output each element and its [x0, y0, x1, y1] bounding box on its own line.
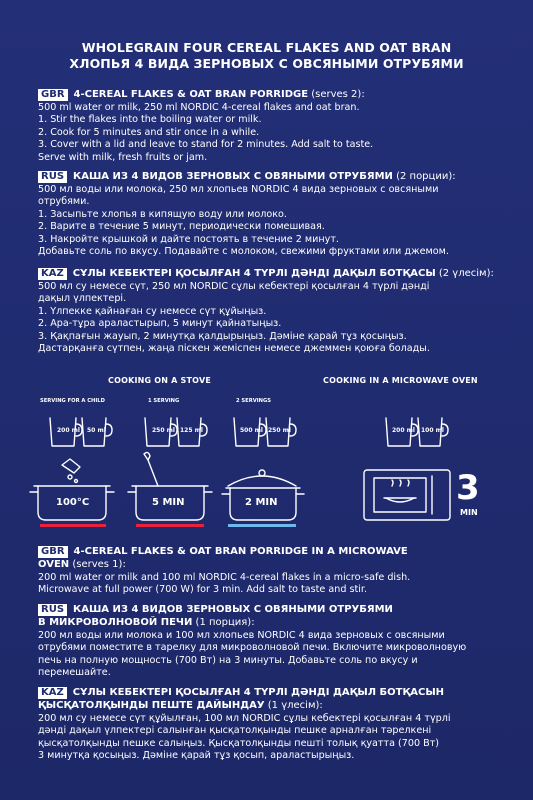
instruction-line: отрубями. — [38, 196, 90, 208]
gbr-microwave-section — [38, 545, 503, 597]
kaz-stove-section — [38, 267, 503, 355]
instruction-line: 500 ml water or milk, 250 ml NORDIC 4-cereal flakes and oat bran. — [38, 102, 360, 113]
microwave-icon — [364, 470, 450, 520]
pot-time-label: 2 MIN — [245, 497, 278, 508]
microwave-title: COOKING IN A MICROWAVE OVEN — [323, 376, 478, 385]
serving-one-label: 1 SERVING — [148, 398, 180, 404]
instruction-line: Добавьте соль по вкусу. Подавайте с молоком, свежими фруктами или джемом. — [38, 246, 449, 258]
kaz-stove-heading: KAZ СҰЛЫ КЕБЕКТЕРІ ҚОСЫЛҒАН 4 ТҮРЛІ ДӘНДІ ДАҚЫЛ БОТҚАСЫ (2 үлесім): — [38, 267, 503, 280]
pot-temp-label: 100°C — [56, 497, 90, 508]
rus-microwave-heading: RUS КАША ИЗ 4 ВИДОВ ЗЕРНОВЫХ С ОВЯНЫМИ ОТРУБЯМИ В МИКРОВОЛНОВОЙ ПЕЧИ (1 порция): — [38, 604, 393, 628]
instruction-line: отрубями поместите в тарелку для микроволновой печи. Включите микроволновую — [38, 642, 467, 654]
cup-label: 100 ml — [421, 427, 444, 434]
instruction-line: 200 мл су немесе сүт құйылған, 100 мл NORDIC сұлы кебектері қосылған 4 түрлі — [38, 713, 451, 724]
gbr-stove-heading: GBR 4-CEREAL FLAKES & OAT BRAN PORRIDGE (serves 2): — [38, 88, 503, 101]
cup-label: 200 ml — [57, 427, 80, 434]
pot-stirring-icon — [128, 452, 212, 520]
cup-label: 250 ml — [152, 427, 175, 434]
instruction-line: 1. Stir the flakes into the boiling water or milk. — [38, 114, 262, 126]
title-english: WHOLEGRAIN FOUR CEREAL FLAKES AND OAT BRAN — [81, 40, 452, 55]
gbr-stove-section — [38, 88, 503, 164]
cup-label: 250 ml — [268, 427, 291, 434]
heat-high-bar — [136, 524, 204, 527]
stove-title: COOKING ON A STOVE — [108, 376, 212, 385]
gbr-tag: GBR — [38, 89, 68, 101]
instruction-line: 3. Cover with a lid and leave to stand for 2 minutes. Add salt to taste. — [38, 139, 374, 151]
microwave-time-number: 3 — [456, 468, 480, 508]
instruction-line: 200 мл воды или молока и 100 мл хлопьев NORDIC 4 вида зерновых с овсяными — [38, 630, 445, 641]
kaz-microwave-heading: KAZ СҰЛЫ КЕБЕКТЕРІ ҚОСЫЛҒАН 4 ТҮРЛІ ДӘНДІ ДАҚЫЛ БОТҚАСЫН ҚЫСҚАТОЛҚЫНДЫ ПЕШТЕ ДАЙЫНДАУ (1 үлесім): — [38, 687, 445, 711]
kaz-microwave-section — [38, 686, 503, 763]
product-title — [10, 40, 523, 72]
cooking-illustrations — [0, 370, 533, 540]
rus-tag: RUS — [38, 171, 67, 183]
cup-label: 125 ml — [180, 427, 203, 434]
instruction-line: 2. Cook for 5 minutes and stir once in a while. — [38, 126, 260, 138]
instruction-line: 3. Қақпағын жауып, 2 минутқа қалдырыңыз. Дәміне қарай тұз қосыңыз. — [38, 330, 407, 342]
serving-two-label: 2 SERVINGS — [236, 398, 271, 404]
microwave-time-unit: MIN — [460, 508, 478, 517]
rus-stove-section — [38, 170, 503, 258]
instruction-line: печь на полную мощность (700 Вт) на 3 минуты. Добавьте соль по вкусу и — [38, 654, 418, 666]
cup-label: 500 ml — [240, 427, 263, 434]
pot-time-label: 5 MIN — [152, 497, 185, 508]
instruction-line: Serve with milk, fresh fruits or jam. — [38, 151, 208, 163]
instruction-line: 2. Ара-тұра араластырып, 5 минут қайнатыңыз. — [38, 318, 282, 330]
kaz-tag: KAZ — [38, 687, 67, 699]
kaz-tag: KAZ — [38, 268, 67, 280]
rus-tag: RUS — [38, 604, 67, 616]
instruction-line: Microwave at full power (700 W) for 3 min. Add salt to taste and stir. — [38, 584, 368, 596]
instruction-line: 500 мл су немесе сүт, 250 мл NORDIC сұлы кебектері қосылған 4 түрлі дәнді — [38, 281, 430, 292]
gbr-microwave-heading: GBR 4-CEREAL FLAKES & OAT BRAN PORRIDGE IN A MICROWAVE OVEN (serves 1): — [38, 546, 408, 570]
instruction-line: перемешайте. — [38, 667, 111, 679]
instruction-line: 500 мл воды или молока, 250 мл хлопьев NORDIC 4 вида зерновых с овсяными — [38, 184, 439, 195]
rus-microwave-section — [38, 603, 503, 680]
heat-off-bar — [228, 524, 296, 527]
pot-boiling-icon — [30, 459, 114, 520]
instruction-line: 3. Накройте крышкой и дайте постоять в течение 2 минут. — [38, 233, 339, 245]
instruction-line: 3 минутқа қосыңыз. Дәміне қарай тұз қосып, араластырыңыз. — [38, 750, 355, 762]
rus-stove-heading: RUS КАША ИЗ 4 ВИДОВ ЗЕРНОВЫХ С ОВЯНЫМИ ОТРУБЯМИ (2 порции): — [38, 170, 503, 183]
title-russian: ХЛОПЬЯ 4 ВИДА ЗЕРНОВЫХ С ОВСЯНЫМИ ОТРУБЯМИ — [69, 56, 464, 71]
instruction-line: 200 ml water or milk and 100 ml NORDIC 4-cereal flakes in a micro-safe dish. — [38, 572, 411, 583]
cooking-diagram — [0, 370, 533, 540]
heat-high-bar — [40, 524, 106, 527]
instruction-line: 1. Засыпьте хлопья в кипящую воду или молоко. — [38, 208, 287, 220]
pot-covered-icon — [222, 470, 304, 520]
instruction-line: қысқатолқынды пешке салыңыз. Қысқатолқынды пешті толық қуатта (700 Вт) — [38, 737, 440, 749]
instruction-line: дәнді дақыл үлпектері салынған қысқатолқынды пешке арналған тәрелкені — [38, 725, 432, 737]
instruction-line: Дастарқанға сүтпен, жаңа піскен жемiспен немесе джеммен қоюға болады. — [38, 343, 430, 355]
cup-label: 200 ml — [392, 427, 415, 434]
gbr-tag: GBR — [38, 546, 68, 558]
instruction-line: 1. Үлпекке қайнаған су немесе сүт құйыңыз. — [38, 305, 267, 317]
instruction-line: 2. Варите в течение 5 минут, периодически помешивая. — [38, 221, 325, 233]
serving-child-label: SERVING FOR A CHILD — [40, 398, 105, 404]
instruction-line: дақыл үлпектері. — [38, 293, 127, 305]
cup-label: 50 ml — [87, 427, 106, 434]
